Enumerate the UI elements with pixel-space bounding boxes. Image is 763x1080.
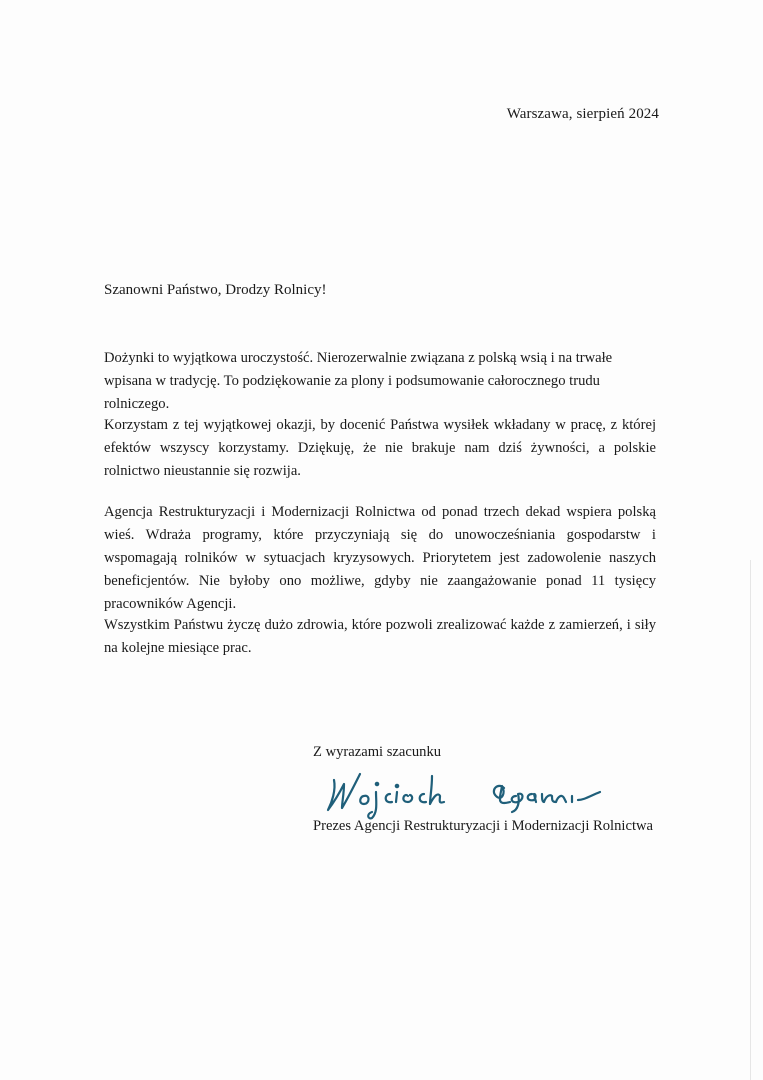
scan-edge-line bbox=[750, 560, 751, 1080]
place-and-date: Warszawa, sierpień 2024 bbox=[506, 106, 659, 122]
paragraph-3: Agencja Restrukturyzacji i Modernizacji Rolnictwa od ponad trzech dekad wspiera polską wieś. Wdraża programy, które przyczyniają się do unowocześniania gospodarstw i wspomagają rolników w sytuacjach kryzysowych. Priorytetem jest zadowolenie naszych beneficjentów. Nie byłoby ono możliwe, gdyby nie zaangażowanie ponad 11 tysięcy pracowników Agencji. bbox=[104, 504, 656, 612]
signatory-title: Prezes Agencji Restrukturyzacji i Modernizacji Rolnictwa bbox=[313, 818, 654, 834]
paragraph-4: Wszystkim Państwu życzę dużo zdrowia, które pozwoli zrealizować każde z zamierzeń, i siły na kolejne miesiące prac. bbox=[104, 617, 656, 656]
salutation: Szanowni Państwo, Drodzy Rolnicy! bbox=[104, 282, 327, 298]
closing-phrase: Z wyrazami szacunku bbox=[313, 744, 442, 760]
handwritten-signature bbox=[320, 762, 610, 822]
paragraph-1: Dożynki to wyjątkowa uroczystość. Nierozerwalnie związana z polską wsią i na trwałe wpisana w tradycję. To podziękowanie za plony i podsumowanie całorocznego trudu rolniczego. bbox=[104, 350, 613, 412]
paragraph-2: Korzystam z tej wyjątkowej okazji, by docenić Państwa wysiłek wkładany w pracę, z której efektów wszyscy korzystamy. Dziękuję, że nie brakuje nam dziś żywności, a polskie rolnictwo nieustannie się rozwija. bbox=[104, 417, 656, 479]
